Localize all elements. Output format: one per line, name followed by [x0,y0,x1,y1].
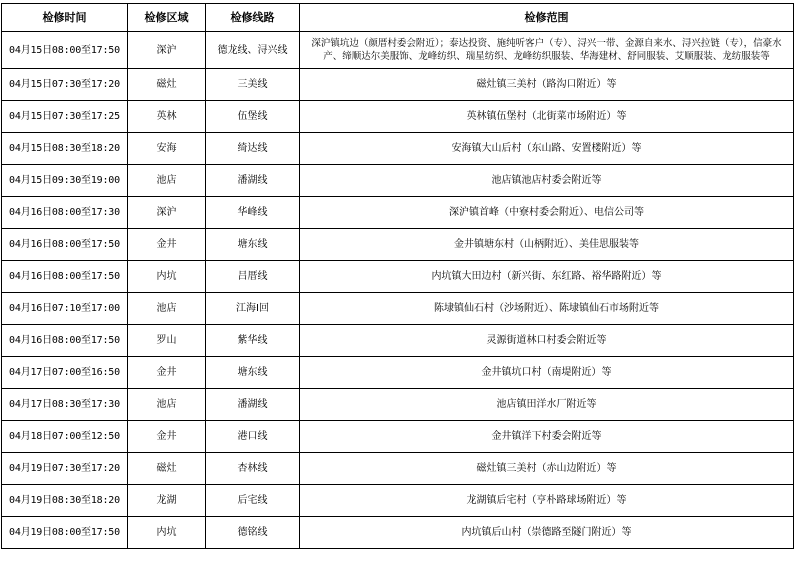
cell-scope: 陈埭镇仙石村（沙场附近）、陈埭镇仙石市场附近等 [300,293,794,325]
table-row [2,485,794,517]
cell-area: 池店 [128,165,206,197]
cell-time: 04月15日07:30至17:25 [2,101,128,133]
table-row [2,421,794,453]
cell-time: 04月19日08:30至18:20 [2,485,128,517]
cell-scope: 金井镇坑口村（南堤附近）等 [300,357,794,389]
cell-area: 磁灶 [128,453,206,485]
cell-line: 潘湖线 [206,389,300,421]
cell-time: 04月16日08:00至17:30 [2,197,128,229]
header-time: 检修时间 [2,4,128,32]
cell-area: 金井 [128,421,206,453]
cell-line: 伍堡线 [206,101,300,133]
cell-scope: 磁灶镇三美村（赤山边附近）等 [300,453,794,485]
cell-line: 潘湖线 [206,165,300,197]
cell-time: 04月16日08:00至17:50 [2,261,128,293]
cell-line: 杏林线 [206,453,300,485]
table-row [2,517,794,549]
table-row [2,133,794,165]
cell-scope: 英林镇伍堡村（北街菜市场附近）等 [300,101,794,133]
cell-area: 金井 [128,229,206,261]
cell-scope: 内坑镇后山村（崇德路至隧门附近）等 [300,517,794,549]
cell-line: 港口线 [206,421,300,453]
table-header-row [2,4,794,32]
cell-line: 华峰线 [206,197,300,229]
table-row [2,197,794,229]
cell-area: 内坑 [128,261,206,293]
cell-scope: 深沪镇首峰（中寮村委会附近）、电信公司等 [300,197,794,229]
maintenance-schedule-table [1,3,794,549]
cell-area: 安海 [128,133,206,165]
table-row [2,325,794,357]
table-row [2,261,794,293]
cell-line: 塘东线 [206,357,300,389]
cell-area: 池店 [128,389,206,421]
cell-time: 04月19日07:30至17:20 [2,453,128,485]
cell-line: 塘东线 [206,229,300,261]
cell-time: 04月17日08:30至17:30 [2,389,128,421]
cell-scope: 磁灶镇三美村（路沟口附近）等 [300,69,794,101]
table-row [2,293,794,325]
table-row [2,229,794,261]
cell-area: 深沪 [128,197,206,229]
cell-line: 德铭线 [206,517,300,549]
cell-area: 池店 [128,293,206,325]
cell-scope: 内坑镇大田边村（新兴街、东红路、裕华路附近）等 [300,261,794,293]
cell-time: 04月16日07:10至17:00 [2,293,128,325]
cell-scope: 金井镇洋下村委会附近等 [300,421,794,453]
table-row [2,101,794,133]
cell-line: 江海Ⅰ回 [206,293,300,325]
cell-time: 04月16日08:00至17:50 [2,325,128,357]
table-row [2,32,794,69]
cell-line: 三美线 [206,69,300,101]
table-row [2,69,794,101]
cell-scope: 池店镇池店村委会附近等 [300,165,794,197]
cell-scope: 金井镇塘东村（山柄附近）、美佳思服装等 [300,229,794,261]
cell-scope: 灵源街道林口村委会附近等 [300,325,794,357]
table-row [2,389,794,421]
header-scope: 检修范围 [300,4,794,32]
cell-scope: 池店镇田洋水厂附近等 [300,389,794,421]
cell-area: 龙湖 [128,485,206,517]
cell-area: 罗山 [128,325,206,357]
cell-time: 04月15日08:00至17:50 [2,32,128,69]
cell-time: 04月18日07:00至12:50 [2,421,128,453]
cell-scope: 龙湖镇后宅村（亨朴路球场附近）等 [300,485,794,517]
cell-time: 04月19日08:00至17:50 [2,517,128,549]
cell-scope: 深沪镇坑边（颜厝村委会附近）；泰达投资、施纯听客户（专）、浔兴一带、金源自来水、浔兴拉链（专），信豪水产、缔顺达尔美服饰、龙峰纺织、瑞星纺织、龙峰纺织服装、华海建材、舒同服装、艾顺服装、龙纺服装等 [300,32,794,69]
cell-scope: 安海镇大山后村（东山路、安置楼附近）等 [300,133,794,165]
table-row [2,357,794,389]
cell-line: 绮达线 [206,133,300,165]
cell-line: 德龙线、浔兴线 [206,32,300,69]
cell-time: 04月15日08:30至18:20 [2,133,128,165]
cell-time: 04月15日07:30至17:20 [2,69,128,101]
header-line: 检修线路 [206,4,300,32]
cell-line: 吕厝线 [206,261,300,293]
cell-area: 内坑 [128,517,206,549]
header-area: 检修区域 [128,4,206,32]
cell-area: 磁灶 [128,69,206,101]
cell-area: 英林 [128,101,206,133]
cell-time: 04月15日09:30至19:00 [2,165,128,197]
cell-line: 紫华线 [206,325,300,357]
cell-line: 后宅线 [206,485,300,517]
table-row [2,165,794,197]
table-row [2,453,794,485]
cell-area: 金井 [128,357,206,389]
cell-time: 04月16日08:00至17:50 [2,229,128,261]
cell-time: 04月17日07:00至16:50 [2,357,128,389]
cell-area: 深沪 [128,32,206,69]
